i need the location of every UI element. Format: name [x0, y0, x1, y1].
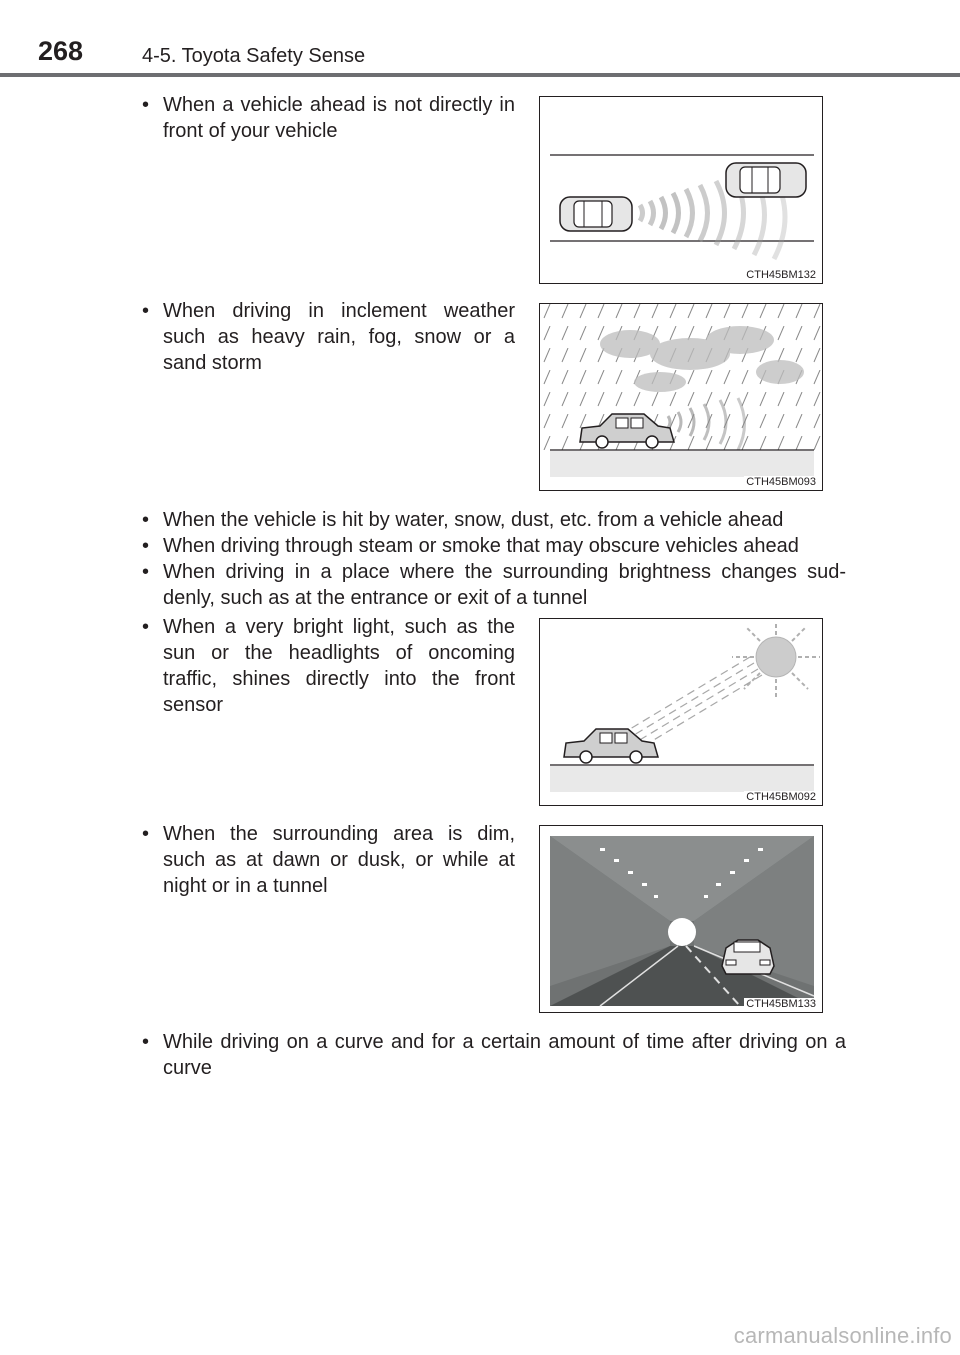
car-icon [722, 940, 774, 974]
list-item-text: When a very bright light, such as the sun or the headlights of oncoming traffic, shines directly into the front sensor [163, 616, 515, 716]
illustration-bright-light [539, 618, 823, 806]
illustration-offset-vehicle [539, 96, 823, 284]
bullet-icon: • [142, 616, 150, 638]
bullet-icon: • [142, 823, 150, 845]
bullet-icon: • [142, 535, 150, 557]
figure-code: CTH45BM132 [746, 269, 816, 281]
car-icon [564, 729, 658, 763]
list-item [142, 614, 515, 718]
page-header [0, 0, 960, 78]
header-rule [0, 73, 960, 77]
figure-code: CTH45BM093 [746, 476, 816, 488]
list-item-text: When driving in inclement weather such as heavy rain, fog, snow or a sand storm [163, 300, 515, 374]
list-item-text: When a vehicle ahead is not directly in front of your vehicle [163, 94, 515, 142]
list-item [142, 298, 515, 376]
bullet-icon: • [142, 509, 150, 531]
list-item [142, 1029, 846, 1081]
watermark: carmanualsonline.info [733, 1323, 952, 1348]
list-item [142, 821, 515, 899]
list-item [142, 507, 846, 533]
tunnel-exit-light [668, 918, 696, 946]
bullet-icon: • [142, 300, 150, 322]
bullet-icon: • [142, 1031, 150, 1053]
lead-car-icon [726, 163, 806, 197]
bright-light-drawing [540, 619, 823, 806]
sun-icon [732, 623, 820, 699]
list-item-text: While driving on a curve and for a certain amount of time after driving on a curve [163, 1031, 846, 1079]
illustration-inclement-weather [539, 303, 823, 491]
list-item-text: When the surrounding area is dim, such as at dawn or dusk, or while at night or in a tunnel [163, 823, 515, 897]
list-item [142, 533, 846, 559]
list-item-text: When driving in a place where the surrounding brightness changes sud-denly, such as at the entrance or exit of a tunnel [163, 561, 846, 609]
page-number: 268 [38, 36, 84, 66]
figure-code: CTH45BM092 [746, 791, 816, 803]
list-item-text: When driving through steam or smoke that may obscure vehicles ahead [163, 535, 799, 557]
bullet-icon: • [142, 94, 150, 116]
figure-code: CTH45BM133 [746, 998, 816, 1010]
list-item [142, 559, 846, 611]
list-item-text: When the vehicle is hit by water, snow, dust, etc. from a vehicle ahead [163, 509, 784, 531]
list-item [142, 92, 515, 144]
inclement-weather-drawing [540, 304, 823, 491]
section-title: 4-5. Toyota Safety Sense [142, 45, 366, 67]
ego-car-icon [560, 197, 632, 231]
offset-vehicle-drawing [540, 97, 823, 284]
tunnel-drawing [540, 826, 823, 1013]
illustration-tunnel [539, 825, 823, 1013]
bullet-icon: • [142, 561, 150, 583]
